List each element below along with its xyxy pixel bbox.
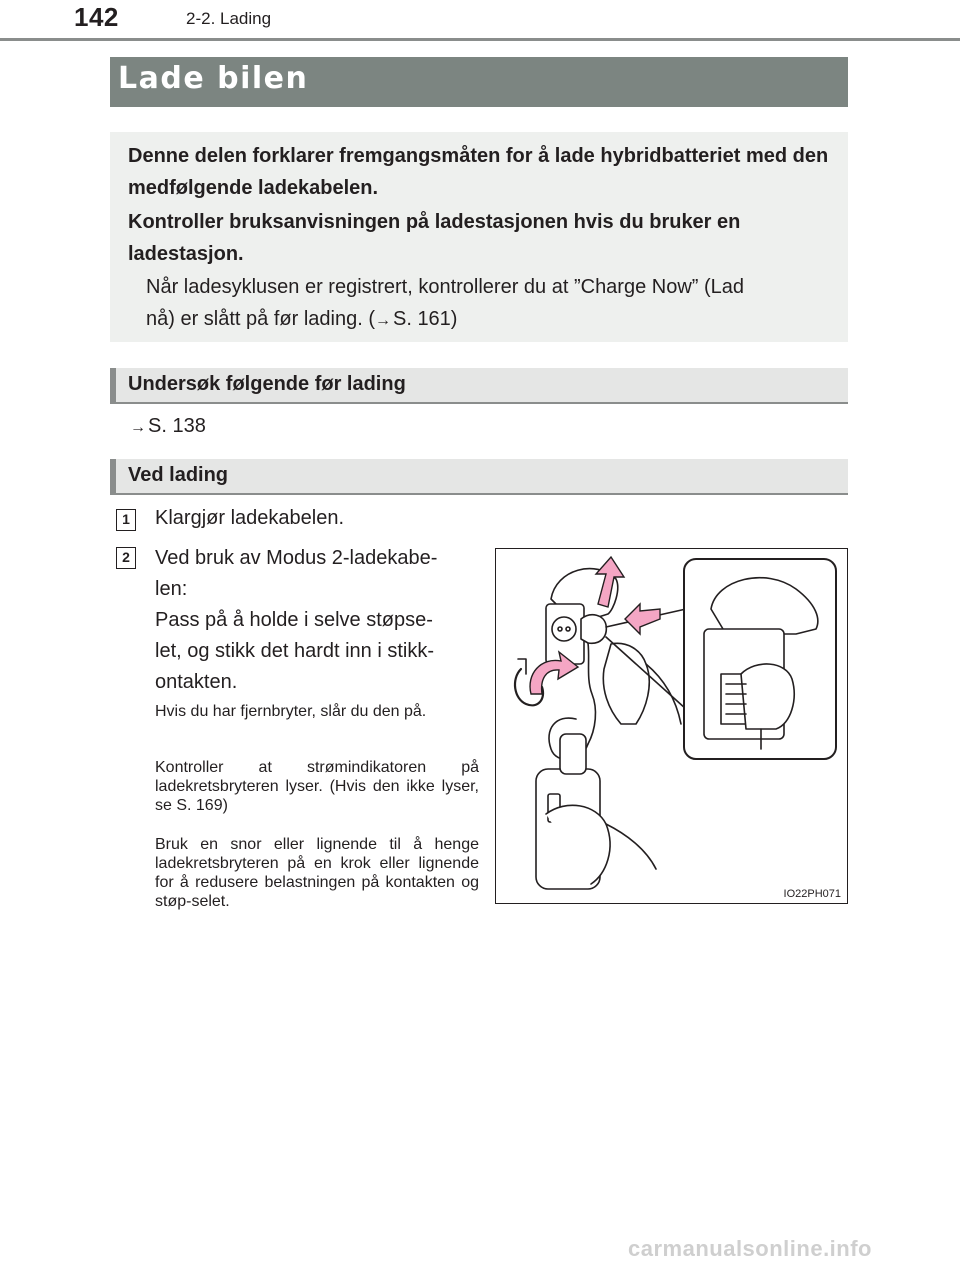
intro-page-ref[interactable]: S. 161) <box>392 308 458 330</box>
intro-paragraph-3 <box>146 271 832 337</box>
header-divider <box>0 38 960 41</box>
figure-code: IO22PH071 <box>783 888 841 900</box>
section-heading-charging <box>110 459 848 495</box>
check-page-ref: S. 138 <box>148 415 206 437</box>
arrow-icon: → <box>374 312 391 329</box>
step-2-note-1: Hvis du har fjernbryter, slår du den på. <box>155 703 427 720</box>
check-ref[interactable] <box>130 415 206 438</box>
section-heading-charging-text: Ved lading <box>128 464 229 486</box>
step-2-line: len: <box>155 578 188 600</box>
intro-paragraph-1: Denne delen forklarer fremgangsmåten for å lade hybridbatteriet med den medfølgende ladekabelen. <box>128 145 829 199</box>
intro-paragraph-3-line1: Når ladesyklusen er registrert, kontrollerer du at ”Charge Now” (Lad <box>146 276 745 298</box>
intro-box <box>110 132 848 342</box>
section-heading-check <box>110 368 848 404</box>
step-2-badge: 2 <box>116 547 136 569</box>
step-2-line: Ved bruk av Modus 2-ladekabe- <box>155 547 438 569</box>
footer-watermark: carmanualsonline.info <box>628 1236 872 1261</box>
section-label: 2-2. Lading <box>186 9 272 28</box>
arrow-icon: → <box>130 419 146 436</box>
title-band <box>110 57 848 107</box>
step-2-line: let, og stikk det hardt inn i stikk- <box>155 640 435 662</box>
step-1-text: Klargjør ladekabelen. <box>155 507 344 529</box>
intro-paragraph-3-line2: nå) er slått på før lading. ( <box>146 308 375 330</box>
page-number: 142 <box>74 2 119 32</box>
page-title: Lade bilen <box>118 61 309 96</box>
step-2-line: Pass på å holde i selve støpse- <box>155 609 433 631</box>
step-1-badge: 1 <box>116 509 136 531</box>
section-heading-check-text: Undersøk følgende før lading <box>128 373 406 395</box>
step-2-note-3: Bruk en snor eller lignende til å henge ladekretsbryteren på en krok eller lignende for å redusere belastningen på kontakten og støp-selet. <box>155 836 479 910</box>
charging-illustration <box>495 548 848 904</box>
step-2-line: ontakten. <box>155 671 238 693</box>
step-2-text <box>155 543 480 698</box>
step-2-note-2: Kontroller at strømindikatoren på ladekretsbryteren lyser. (Hvis den ikke lyser, se S. 169) <box>155 759 479 814</box>
intro-paragraph-2: Kontroller bruksanvisningen på ladestasjonen hvis du bruker en ladestasjon. <box>128 211 741 265</box>
charging-illustration-svg <box>496 549 846 902</box>
